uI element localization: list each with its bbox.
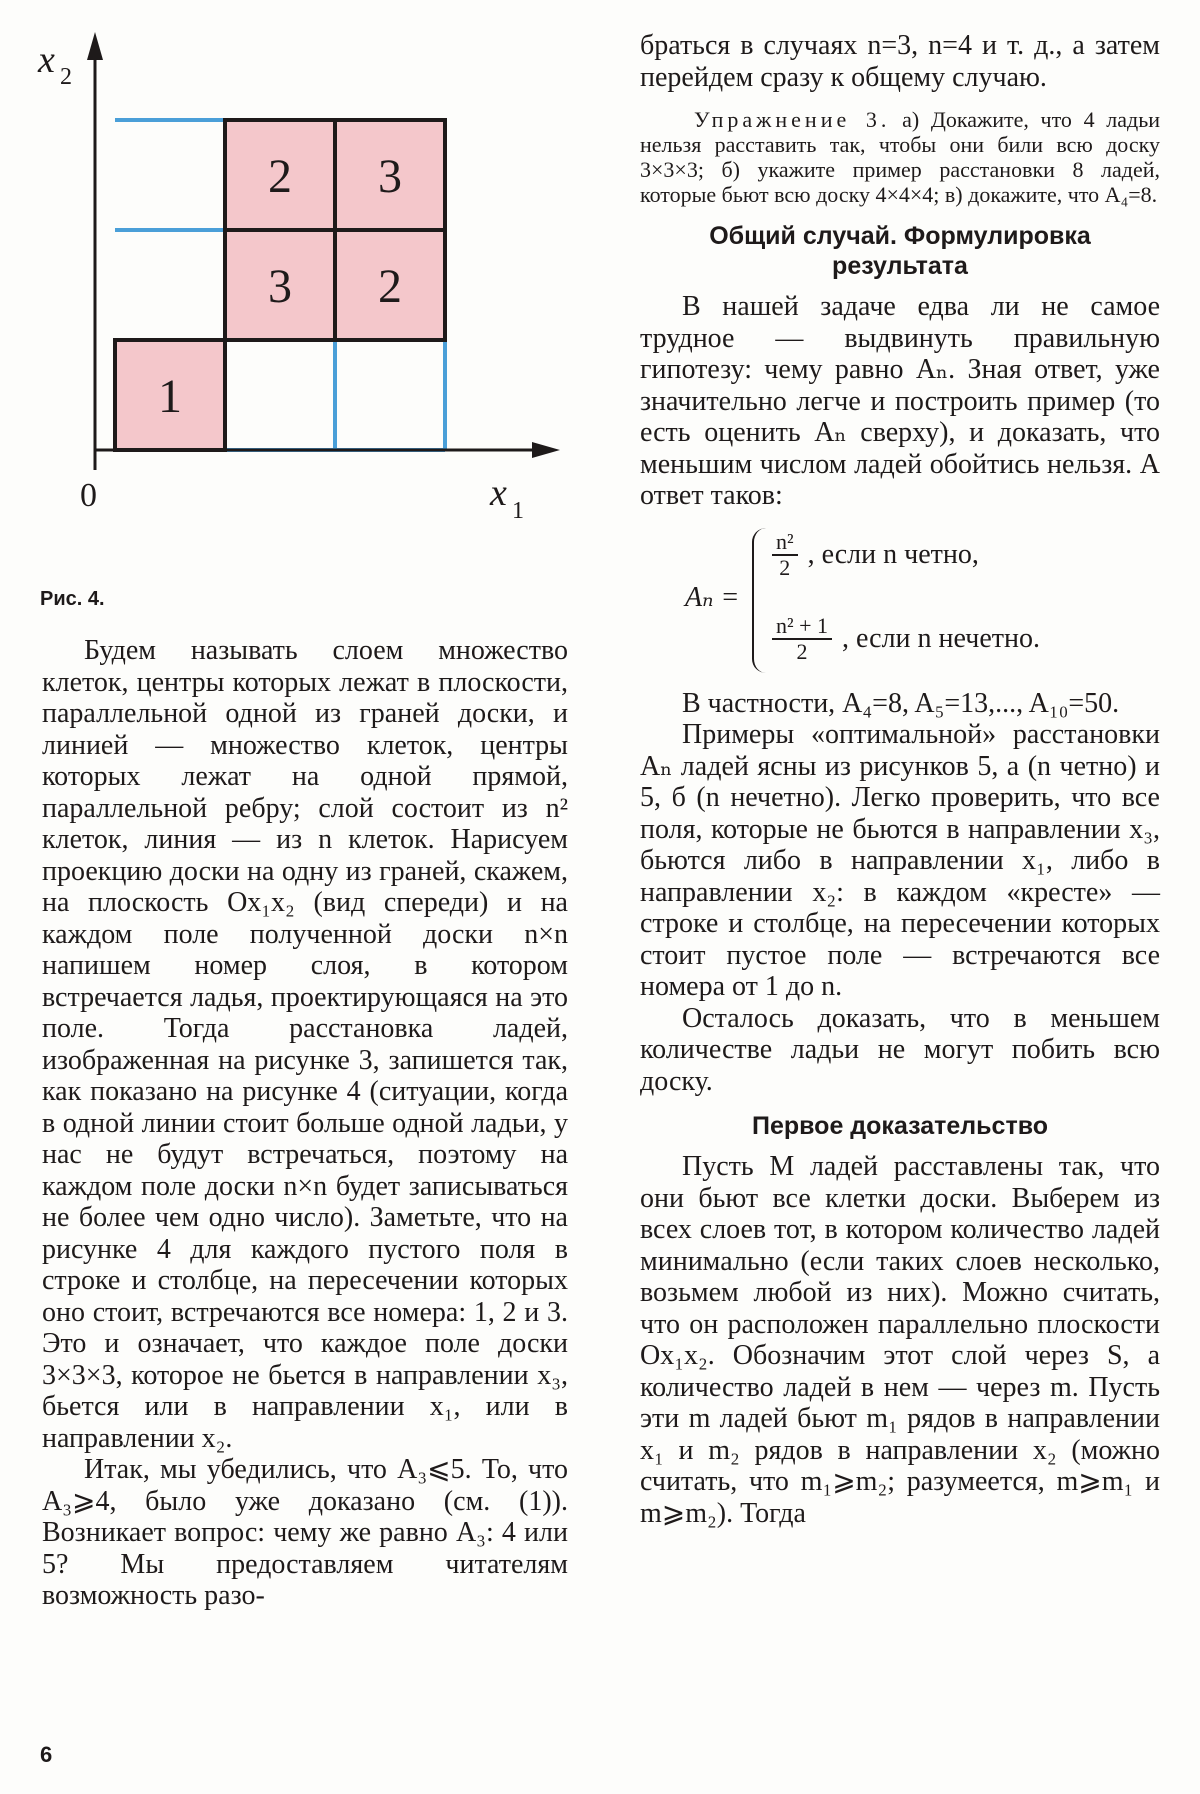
section-heading: Общий случай. Формулировка результата (709, 222, 1091, 280)
paragraph: браться в случаях n=3, n=4 и т. д., а затем перейдем сразу к общему случаю. (640, 30, 1160, 93)
formula-lhs: Aₙ = (685, 581, 740, 613)
paragraph: Будем называть слоем множество клеток, центры которых лежат в плоскости, параллельной одной из граней доски, и линией — множество клеток, центры которых лежат на одной прямой, параллельной ребру; слой состоит из n² клеток, линия — из n клеток. Нарисуем проекцию доски на одну из граней, скажем, на плоскость Ox₁x₂ (вид спереди) и на каждом поле полученной доски n×n напишем номер слоя, в котором встречается ладья, проектирующаяся на это поле. Тогда расстановка ладей, изображенная на рисунке 3, запишется так, как показано на рисунке 4 (ситуации, когда в одной линии стоит больше одной ладьи, у нас не будут встречаться, поэтому на каждом поле доски n×n будет записываться не более чем одно число). Заметьте, что на рисунке 4 для каждого пустого поля в строке и столбце, на пересечении которых оно стоит, встречаются все номера: 1, 2 и 3. Это и означает, что каждое поле доски 3×3×3, которое не бьется в направлении x₃, бьется или в направлении x₁, или в направлении x₂. (42, 635, 568, 1454)
exercise (640, 107, 1160, 207)
x-axis-label: x (490, 472, 507, 514)
formula-an (640, 522, 1160, 682)
brace (752, 528, 766, 673)
exercise-label: Упражнение 3. (694, 107, 891, 132)
cell-label: 3 (378, 150, 402, 203)
left-column (42, 635, 568, 1612)
paragraph: В нашей задаче едва ли не самое трудное — выдвинуть правильную гипотезу: чему равно Aₙ. Зная ответ, уже значительно легче и построить пример (то есть оценить Aₙ сверху), и доказать, что меньшим числом ладей обойтись нельзя. А ответ таков: (640, 291, 1160, 511)
cell-label: 2 (268, 150, 292, 203)
formula-case-odd: $\frac{\text{n² + 1}}{2}$ , если n нечетно. (772, 614, 1040, 664)
y-axis-subscript: 2 (60, 64, 72, 90)
x-axis-subscript: 1 (512, 498, 524, 524)
cell-label: 2 (378, 260, 402, 313)
figure-caption: Рис. 4. (40, 588, 105, 610)
cell-label: 3 (268, 260, 292, 313)
cell-label: 1 (158, 370, 182, 423)
paragraph: Осталось доказать, что в меньшем количестве ладьи не могут побить всю доску. (640, 1002, 1160, 1097)
paragraph: Примеры «оптимальной» расстановки Aₙ ладей ясны из рисунков 5, а (n четно) и 5, б (n нечетно). Легко проверить, что все поля, которые не бьются в направлении x₃, бьются либо в направлении x₁, либо в направлении x₂: в каждом «кресте» — строке и столбце, на пересечении которых стоит пустое поле — встречаются все номера от 1 до n. (640, 719, 1160, 1002)
section-heading: Первое доказательство (751, 1112, 1049, 1140)
origin-label: 0 (80, 477, 97, 514)
page-number: 6 (40, 1742, 53, 1767)
figure-4-diagram (30, 30, 570, 570)
paragraph: Итак, мы убедились, что A₃⩽5. То, что A₃⩾4, было уже доказано (см. (1)). Возникает вопрос: чему же равно A₃: 4 или 5? Мы предоставляем читателям возможность разо- (42, 1454, 568, 1611)
exercise-text: а) Докажите, что 4 ладьи нельзя расставить так, чтобы они били всю доску 3×3×3; б) укажите пример расстановки 8 ладей, которые бьют всю доску 4×4×4; в) докажите, что A₄=8. (640, 107, 1161, 207)
formula-case-even: $\frac{\text{n²}}{2}$ , если n четно, (772, 530, 979, 580)
right-column (640, 30, 1160, 1529)
y-axis-label: x (38, 39, 55, 81)
paragraph: Пусть M ладей расставлены так, что они бьют все клетки доски. Выберем из всех слоев тот, в котором количество ладей минимально (если таких слоев несколько, возьмем любой из них). Можно считать, что он расположен параллельно плоскости Ox₁x₂. Обозначим этот слой через S, а количество ладей в нем — через m. Пусть эти m ладей бьют m₁ рядов в направлении x₁ и m₂ рядов в направлении x₂ (можно считать, что m₁⩾m₂; разумеется, m⩾m₁ и m⩾m₂). Тогда (640, 1151, 1160, 1529)
paragraph: В частности, A₄=8, A₅=13,..., A₁₀=50. (682, 687, 1120, 719)
